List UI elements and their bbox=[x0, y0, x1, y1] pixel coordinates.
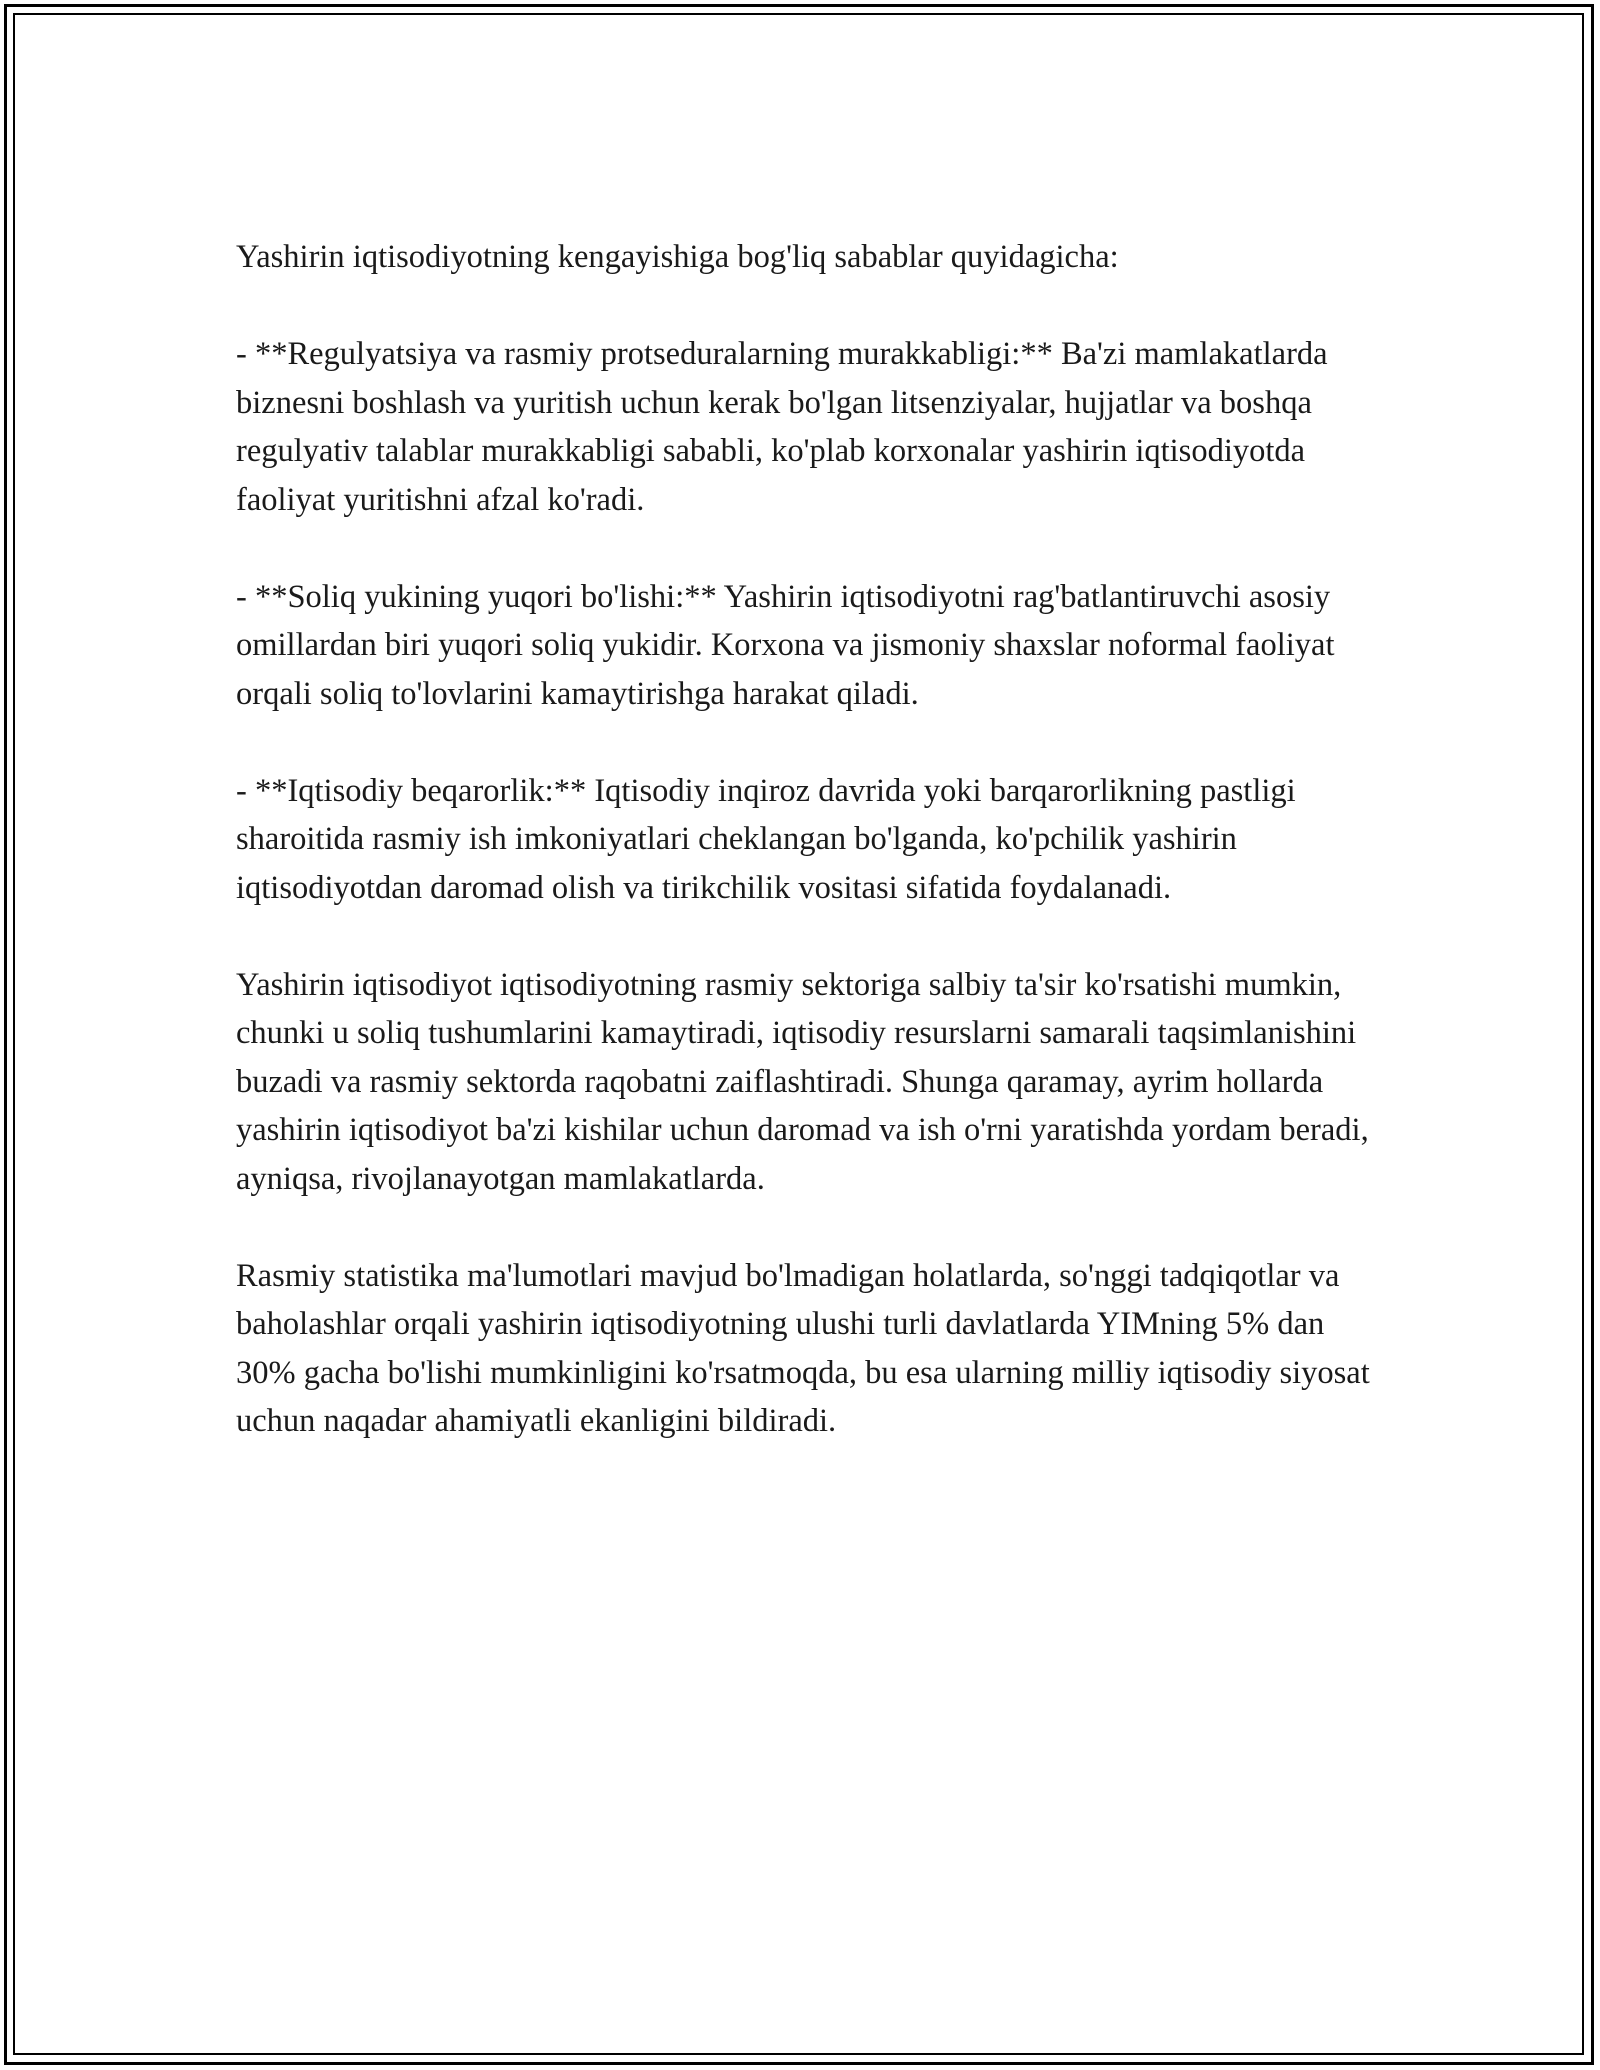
paragraph-statistics: Rasmiy statistika ma'lumotlari mavjud bo'lmadigan holatlarda, so'nggi tadqiqotlar va baholashlar orqali yashirin iqtisodiyotning ulushi turli davlatlarda YIMning 5% dan 30% gacha bo'lishi mumkinligini ko'rsatmoqda, bu esa ularning milliy iqtisodiy siyosat uchun naqadar ahamiyatli ekanligini bildiradi. bbox=[236, 1257, 1370, 1439]
bullet-tax-burden: - **Soliq yukining yuqori bo'lishi:** Yashirin iqtisodiyotni rag'batlantiruvchi asosiy omillardan biri yuqori soliq yukidir. Korxona va jismoniy shaxslar noformal faoliyat orqali soliq to'lovlarini kamaytirishga harakat qiladi. bbox=[236, 578, 1335, 712]
intro-paragraph: Yashirin iqtisodiyotning kengayishiga bog'liq sabablar quyidagicha: bbox=[236, 239, 1119, 275]
paragraph-impact: Yashirin iqtisodiyot iqtisodiyotning rasmiy sektoriga salbiy ta'sir ko'rsatishi mumkin, chunki u soliq tushumlarini kamaytiradi, iqtisodiy resurslarni samarali taqsimlanishini buzadi va rasmiy sektorda raqobatni zaiflashtiradi. Shunga qaramay, ayrim hollarda yashirin iqtisodiyot ba'zi kishilar uchun daromad va ish o'rni yaratishda yordam beradi, ayniqsa, rivojlanayotgan mamlakatlarda. bbox=[236, 966, 1369, 1197]
document-body bbox=[236, 233, 1376, 1494]
bullet-regulation: - **Regulyatsiya va rasmiy protseduralarning murakkabligi:** Ba'zi mamlakatlarda biznesni boshlash va yuritish uchun kerak bo'lgan litsenziyalar, hujjatlar va boshqa regulyativ talablar murakkabligi sababli, ko'plab korxonalar yashirin iqtisodiyotda faoliyat yuritishni afzal ko'radi. bbox=[236, 336, 1328, 518]
bullet-economic-instability: - **Iqtisodiy beqarorlik:** Iqtisodiy inqiroz davrida yoki barqarorlikning pastligi sharoitida rasmiy ish imkoniyatlari cheklangan bo'lganda, ko'pchilik yashirin iqtisodiyotdan daromad olish va tirikchilik vositasi sifatida foydalanadi. bbox=[236, 772, 1296, 906]
